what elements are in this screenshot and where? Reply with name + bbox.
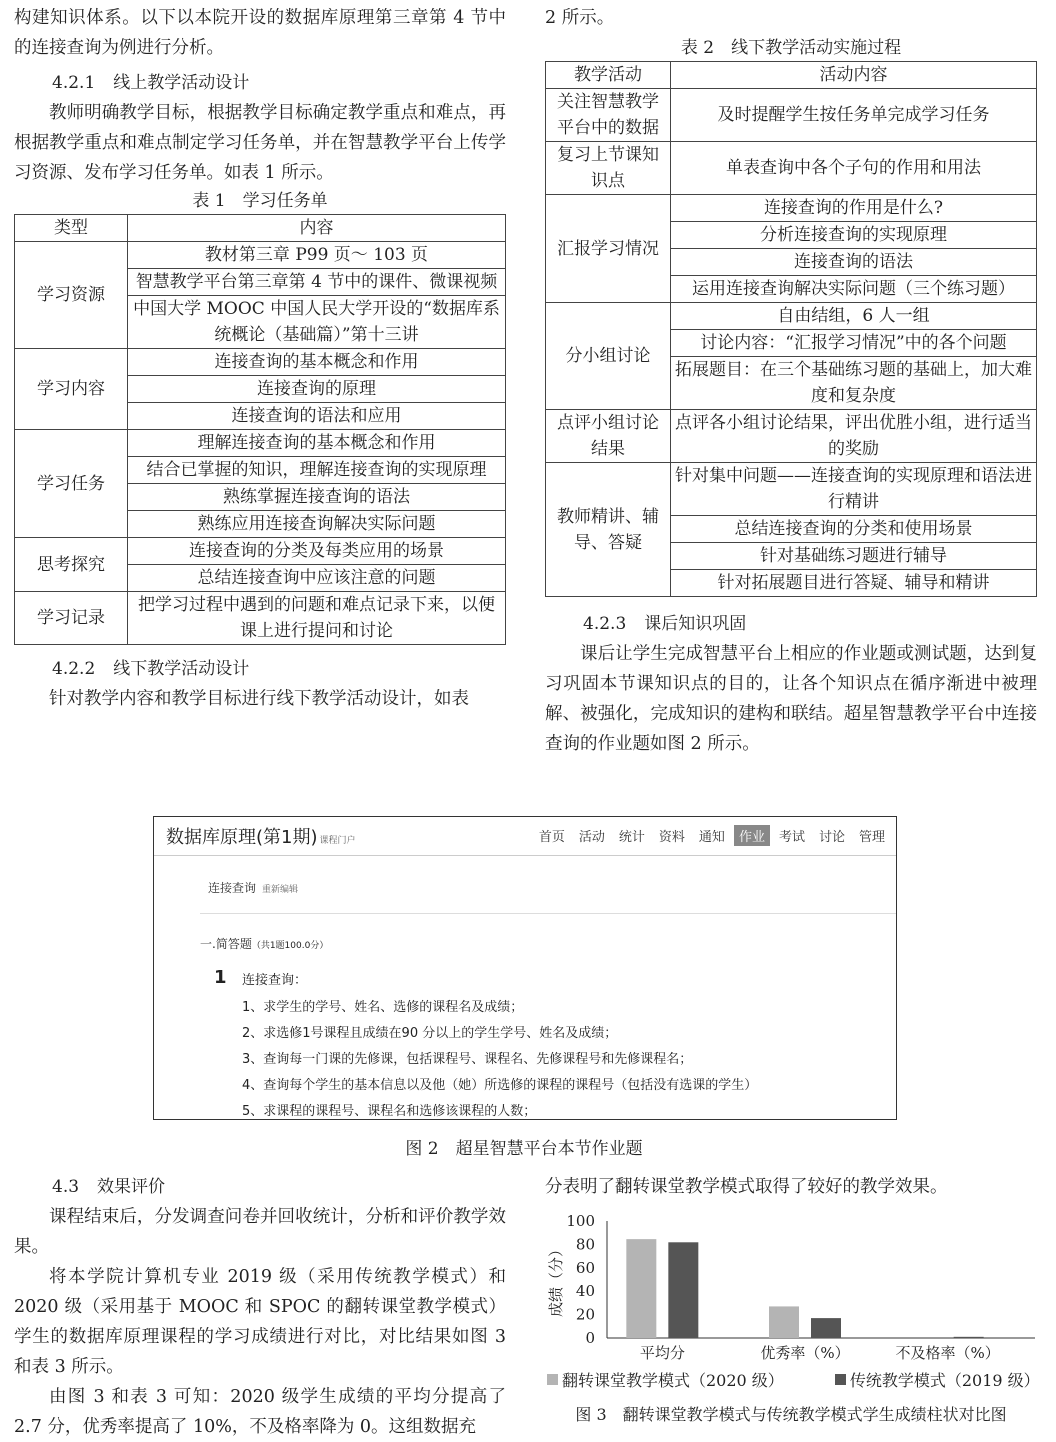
section-heading-4-2-1 [14,68,506,98]
homework-breadcrumb [208,879,298,896]
paragraph-right-continued: 2 所示。 [545,8,615,28]
nav-tab[interactable]: 考试 [778,830,805,845]
legend-item-flipped [547,1368,784,1391]
nav-tab[interactable]: 管理 [858,830,885,845]
table-category-cell: 学习资源 [15,242,128,349]
question-number: 1 [214,967,227,988]
table-row [15,592,506,645]
question-title: 连接查询： [242,973,308,988]
course-title-text: 数据库原理(第1期) [166,827,318,848]
question-item: 5、求课程的课程号、课程名和选修该课程的人数； [242,1104,537,1119]
table-content-cell: 运用连接查询解决实际问题（三个练习题） [671,276,1037,303]
table-content-cell: 熟练掌握连接查询的语法 [128,484,506,511]
table-content-cell: 理解连接查询的基本概念和作用 [128,430,506,457]
x-tick-label: 平均分 [639,1344,685,1362]
legend-item-traditional [835,1368,1040,1391]
bar-0-series-0 [626,1239,656,1338]
legend-swatch [835,1374,846,1385]
section-heading-4-2-3 [545,609,1037,639]
table-content-cell: 针对拓展题目进行答疑、辅导和精讲 [671,570,1037,597]
table-header-row [15,215,506,242]
table-content-cell: 中国大学 MOOC 中国人民大学开设的“数据库系统概论（基础篇）”第十三讲 [128,296,506,349]
section-number: 4.2.2 [52,659,96,679]
question-item: 1、求学生的学号、姓名、选修的课程名及成绩； [242,1000,524,1015]
section-title: 线上教学活动设计 [113,73,250,93]
table-row [15,242,506,269]
paragraph-evaluation-2: 将本学院计算机专业 2019 级（采用传统教学模式）和 2020 级（采用基于 MOOC 和 SPOC 的翻转课堂教学模式）学生的数据库原理课程的学习成绩进行对比，对比结果如图 3 和表 3 所示。 [14,1267,506,1377]
homework-title: 连接查询 [208,881,257,895]
table-row [546,142,1037,195]
table-content-cell: 总结连接查询中应该注意的问题 [128,565,506,592]
table-header-cell: 活动内容 [671,62,1037,89]
table-row [546,410,1037,463]
section-number: 4.2.3 [583,614,627,634]
table-row [15,430,506,457]
divider [200,913,896,914]
figure3-bar-chart [545,1205,1037,1373]
table-row [15,349,506,376]
table-content-cell: 单表查询中各个子句的作用和用法 [671,142,1037,195]
section-score-note: （共1题100.0分） [251,941,329,951]
question-item: 4、查询每个学生的基本信息以及他（她）所选修的课程的课程号（包括没有选课的学生） [242,1078,758,1093]
table-category-cell: 汇报学习情况 [546,195,671,303]
x-tick-label: 优秀率（%） [760,1344,850,1362]
table-content-cell: 连接查询的分类及每类应用的场景 [128,538,506,565]
table-content-cell: 自由结组，6 人一组 [671,303,1037,330]
table-content-cell: 连接查询的语法 [671,249,1037,276]
nav-tab[interactable]: 活动 [578,830,605,845]
table-row [546,463,1037,516]
bar-0-series-1 [668,1242,698,1338]
table-row [546,303,1037,330]
section-title: 效果评价 [97,1177,166,1197]
y-tick-label: 40 [575,1282,595,1301]
table-category-cell: 学习任务 [15,430,128,538]
table-category-cell: 学习内容 [15,349,128,430]
paragraph-after-class: 课后让学生完成智慧平台上相应的作业题或测试题，达到复习巩固本节课知识点的目的，让各个知识点在循序渐进中被理解、被强化，完成知识的建构和联结。超星智慧教学平台中连接查询的作业题如图 2 所示。 [545,644,1037,754]
table-row [546,89,1037,142]
x-tick-label: 不及格率（%） [895,1344,1000,1362]
table-category-cell: 分小组讨论 [546,303,671,410]
table-content-cell: 教材第三章 P99 页～ 103 页 [128,242,506,269]
table-content-cell: 智慧教学平台第三章第 4 节中的课件、微课视频 [128,269,506,296]
table-content-cell: 连接查询的语法和应用 [128,403,506,430]
table-content-cell: 针对基础练习题进行辅导 [671,543,1037,570]
course-portal-link[interactable]: 课程门户 [319,836,356,846]
section-label: 一.简答题 [200,937,252,951]
y-tick-label: 100 [566,1212,595,1230]
y-tick-label: 60 [575,1258,595,1277]
y-tick-label: 20 [575,1305,595,1324]
bar-1-series-0 [769,1306,799,1338]
table-header-cell: 类型 [15,215,128,242]
table-content-cell: 针对集中问题——连接查询的实现原理和语法进行精讲 [671,463,1037,516]
nav-tab[interactable]: 讨论 [818,830,845,845]
figure2-homework-screenshot [153,816,897,1120]
table1-caption: 表 1 学习任务单 [192,191,328,211]
platform-nav [530,825,890,846]
section-number: 4.3 [52,1177,80,1197]
table-content-cell: 熟练应用连接查询解决实际问题 [128,511,506,538]
table-content-cell: 及时提醒学生按任务单完成学习任务 [671,89,1037,142]
nav-tab[interactable]: 作业 [734,825,770,846]
table-content-cell: 讨论内容：“汇报学习情况”中的各个问题 [671,330,1037,357]
table-content-cell: 点评各小组讨论结果，评出优胜小组，进行适当的奖励 [671,410,1037,463]
paragraph-conclusion: 分表明了翻转课堂教学模式取得了较好的教学效果。 [545,1177,948,1197]
table-row [546,195,1037,222]
figure2-caption: 图 2 超星智慧平台本节作业题 [405,1139,643,1159]
table-content-cell: 拓展题目：在三个基础练习题的基础上，加大难度和复杂度 [671,357,1037,410]
legend-swatch [547,1374,558,1385]
bar-1-series-1 [811,1318,841,1338]
question-item: 3、查询每一门课的先修课，包括课程号、课程名、先修课程号和先修课程名； [242,1052,693,1067]
question-item: 2、求选修1号课程且成绩在90 分以上的学生学号、姓名及成绩； [242,1026,618,1041]
y-axis-label: 成绩（分） [547,1241,565,1318]
table-header-cell: 教学活动 [546,62,671,89]
table-content-cell: 连接查询的作用是什么? [671,195,1037,222]
section-title: 线下教学活动设计 [113,659,250,679]
table-category-cell: 思考探究 [15,538,128,592]
table-category-cell: 关注智慧教学平台中的数据 [546,89,671,142]
figure3-caption: 图 3 翻转课堂教学模式与传统教学模式学生成绩柱状对比图 [575,1405,1007,1424]
section-4-3 [14,1172,506,1442]
table-content-cell: 分析连接查询的实现原理 [671,222,1037,249]
table2-offline-activities [545,61,1037,597]
table-row [15,538,506,565]
nav-tab[interactable]: 资料 [658,830,685,845]
table-category-cell: 教师精讲、辅导、答疑 [546,463,671,597]
bar-2-series-1 [954,1337,984,1338]
table1-learning-tasks [14,214,506,645]
platform-header [154,817,896,856]
nav-tab[interactable]: 统计 [618,830,645,845]
paragraph-evaluation-1: 课程结束后，分发调查问卷并回收统计，分析和评价教学效果。 [14,1207,506,1257]
legend-label: 传统教学模式（2019 级） [849,1371,1040,1390]
y-tick-label: 80 [575,1235,595,1254]
right-column [545,0,1037,759]
paragraph-evaluation-3: 由图 3 和表 3 可知：2020 级学生成绩的平均分提高了 2.7 分，优秀率提高了 10%，不及格率降为 0。这组数据充 [14,1387,506,1437]
question-section-heading [200,935,328,952]
paragraph-intro-continued: 构建知识体系。以下以本院开设的数据库原理第三章第 4 节中的连接查询为例进行分析。 [14,8,506,58]
section-title: 课后知识巩固 [644,614,747,634]
course-title [166,823,356,849]
table-content-cell: 连接查询的原理 [128,376,506,403]
section-heading-4-2-2 [14,654,506,684]
nav-tab[interactable]: 通知 [698,830,725,845]
table-category-cell: 复习上节课知识点 [546,142,671,195]
re-edit-link[interactable]: 重新编辑 [262,885,299,895]
nav-tab[interactable]: 首页 [538,830,565,845]
left-column [14,0,506,714]
table-header-row [546,62,1037,89]
y-tick-label: 0 [585,1329,595,1347]
table-content-cell: 把学习过程中遇到的问题和难点记录下来，以便课上进行提问和讨论 [128,592,506,645]
table-category-cell: 点评小组讨论结果 [546,410,671,463]
table-header-cell: 内容 [128,215,506,242]
paragraph-online-design: 教师明确教学目标，根据教学目标确定教学重点和难点，再根据教学重点和难点制定学习任务单，并在智慧教学平台上传学习资源、发布学习任务单。如表 1 所示。 [14,103,506,183]
table-category-cell: 学习记录 [15,592,128,645]
table-content-cell: 结合已掌握的知识，理解连接查询的实现原理 [128,457,506,484]
table-content-cell: 连接查询的基本概念和作用 [128,349,506,376]
legend-label: 翻转课堂教学模式（2020 级） [562,1371,784,1390]
table-content-cell: 总结连接查询的分类和使用场景 [671,516,1037,543]
table2-caption: 表 2 线下教学活动实施过程 [680,38,902,58]
section-heading-4-3 [14,1172,506,1202]
paragraph-offline-design: 针对教学内容和教学目标进行线下教学活动设计，如表 [49,689,469,709]
section-number: 4.2.1 [52,73,96,93]
